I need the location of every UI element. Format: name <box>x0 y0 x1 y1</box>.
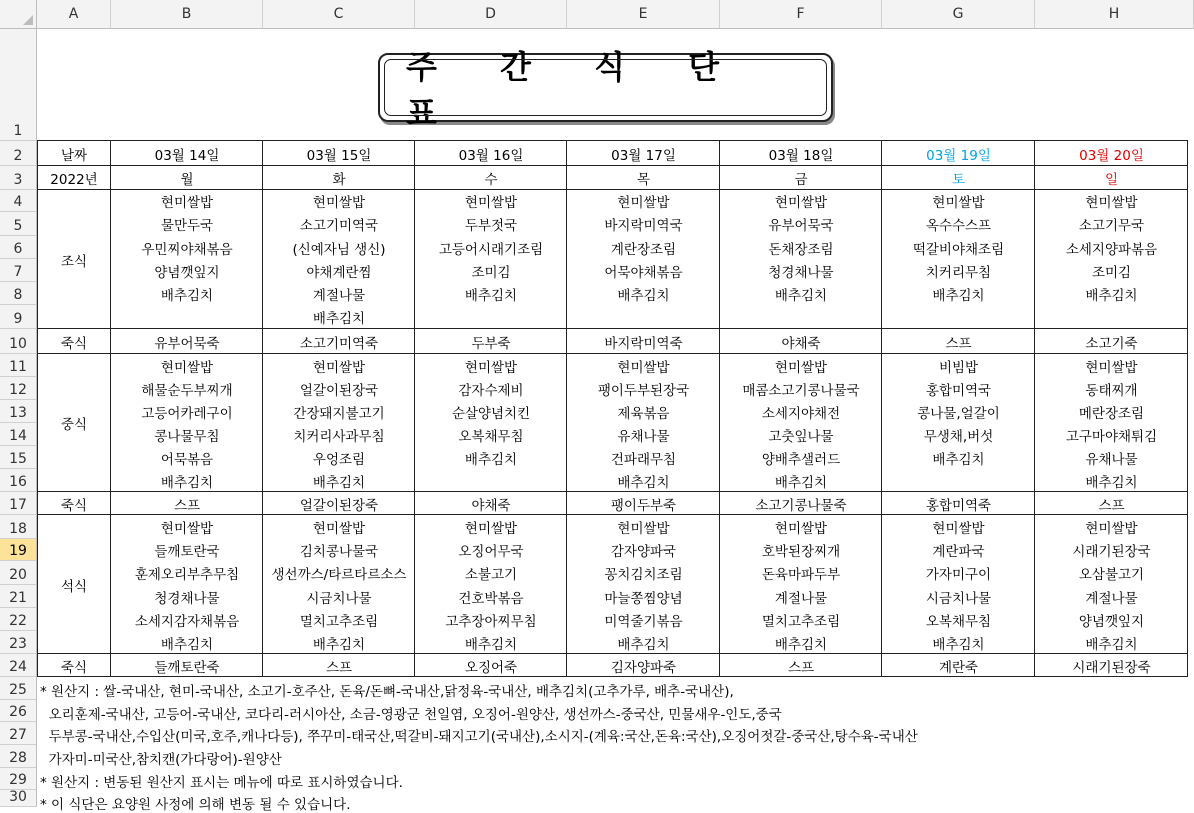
menu-item-cell[interactable]: 양배추샐러드 <box>761 451 841 468</box>
menu-item-cell[interactable]: 홍합미역국 <box>925 382 992 399</box>
menu-item-cell[interactable]: 돈채장조림 <box>768 241 834 258</box>
menu-item-cell[interactable]: 소불고기 <box>464 567 518 583</box>
menu-item-cell[interactable]: 소고기무국 <box>1078 218 1145 234</box>
menu-item-cell[interactable]: 배추김치 <box>617 474 670 491</box>
table-border <box>110 141 111 677</box>
origin-note: * 원산지 : 변동된 원산지 표시는 메뉴에 따로 표시하였습니다. <box>40 775 403 791</box>
menu-item-cell[interactable] <box>882 469 1035 492</box>
menu-item-cell[interactable]: 소세지감자채볶음 <box>134 613 240 630</box>
menu-item-cell[interactable]: 현미쌀밥 <box>464 521 518 537</box>
menu-item-cell[interactable]: 청경채나물 <box>154 590 220 607</box>
porridge-item-cell[interactable]: 두부죽 <box>471 335 511 352</box>
porridge-item-cell[interactable]: 시래기된장죽 <box>1072 659 1151 676</box>
row-header-2[interactable]: 2 <box>0 141 37 166</box>
porridge-item-cell[interactable]: 홍합미역죽 <box>925 497 992 514</box>
column-header-b[interactable]: B <box>111 0 263 29</box>
menu-item-cell[interactable]: 배추김치 <box>312 474 366 491</box>
table-border <box>37 189 1188 190</box>
weekday-cell[interactable]: 목 <box>636 172 651 188</box>
row-header-4[interactable]: 4 <box>0 190 37 212</box>
table-border <box>37 165 1188 166</box>
menu-item-cell[interactable]: 현미쌀밥 <box>1085 521 1138 537</box>
table-border <box>37 653 1188 654</box>
menu-item-cell[interactable]: 배추김치 <box>932 636 985 653</box>
column-header-g[interactable]: G <box>882 0 1035 29</box>
menu-item-cell[interactable]: 배추김치 <box>1085 474 1138 491</box>
date-cell[interactable]: 03월 17일 <box>611 147 676 164</box>
menu-item-cell[interactable]: 계란파국 <box>932 544 985 560</box>
row-header-25[interactable]: 25 <box>0 677 37 700</box>
porridge-item-cell[interactable]: 팽이두부죽 <box>610 497 677 514</box>
menu-item-cell[interactable]: 치커리무침 <box>925 264 992 281</box>
menu-item-cell[interactable]: 현미쌀밥 <box>774 521 828 537</box>
row-header-13[interactable]: 13 <box>0 400 37 423</box>
menu-item-cell[interactable]: 동태찌개 <box>1085 382 1138 399</box>
menu-item-cell[interactable]: 배추김치 <box>464 636 518 653</box>
column-header-f[interactable]: F <box>720 0 882 29</box>
porridge1-label-cell[interactable]: 죽식 <box>60 335 88 352</box>
menu-item-cell[interactable]: 배추김치 <box>464 451 518 468</box>
menu-item-cell[interactable]: 현미쌀밥 <box>932 521 985 537</box>
table-border <box>414 141 415 677</box>
porridge-item-cell[interactable]: 소고기콩나물죽 <box>755 497 847 514</box>
menu-item-cell[interactable]: 해물순두부찌개 <box>141 382 233 399</box>
menu-item-cell[interactable]: 제육볶음 <box>617 405 670 422</box>
menu-item-cell[interactable]: 계절나물 <box>312 287 366 304</box>
menu-item-cell[interactable]: 매콤소고기콩나물국 <box>742 382 860 399</box>
menu-item-cell[interactable]: 조미김 <box>471 264 511 281</box>
menu-item-cell[interactable]: 배추김치 <box>774 474 828 491</box>
menu-item-cell[interactable]: 계절나물 <box>774 590 828 607</box>
menu-item-cell[interactable]: 고춧잎나물 <box>768 428 834 445</box>
menu-item-cell[interactable]: 청경채나물 <box>768 264 834 281</box>
column-header-a[interactable]: A <box>37 0 111 29</box>
row-header-15[interactable]: 15 <box>0 446 37 469</box>
menu-item-cell[interactable]: 계란장조림 <box>610 241 677 258</box>
column-header-c[interactable]: C <box>263 0 415 29</box>
origin-note: * 원산지 : 쌀-국내산, 현미-국내산, 소고기-호주산, 돈육/돈뼈-국내산,닭정육-국내산, 배추김치(고추가루, 배추-국내산), <box>40 684 734 700</box>
menu-item-cell[interactable]: 오복채무침 <box>458 428 524 445</box>
row-header-17[interactable]: 17 <box>0 492 37 515</box>
menu-item-cell[interactable] <box>415 305 567 329</box>
year-label-cell[interactable]: 2022년 <box>50 172 98 188</box>
porridge-item-cell[interactable]: 소고기미역죽 <box>299 335 379 352</box>
table-border <box>1187 141 1188 677</box>
row-header-9[interactable]: 9 <box>0 305 37 329</box>
porridge-item-cell[interactable]: 스프 <box>1098 497 1125 514</box>
menu-item-cell[interactable]: 배추김치 <box>774 287 828 304</box>
origin-note: 오리훈제-국내산, 고등어-국내산, 코다리-러시아산, 소금-영광군 천일염, 오징어-원양산, 생선까스-중국산, 민물새우-인도,중국 <box>40 707 782 723</box>
menu-item-cell[interactable]: 돈육마파두부 <box>761 567 841 583</box>
menu-item-cell[interactable]: 야채계란찜 <box>306 264 372 281</box>
menu-item-cell[interactable]: 콩나물무침 <box>154 428 220 445</box>
table-border <box>37 491 1188 492</box>
menu-item-cell[interactable]: 멸치고추조림 <box>299 613 379 630</box>
table-border <box>37 140 1188 141</box>
menu-item-cell[interactable]: 현미쌀밥 <box>464 195 518 211</box>
porridge-item-cell[interactable]: 스프 <box>173 497 201 514</box>
menu-item-cell[interactable]: 배추김치 <box>160 287 214 304</box>
menu-item-cell[interactable]: 현미쌀밥 <box>312 195 366 211</box>
porridge-item-cell[interactable]: 계란죽 <box>938 659 979 676</box>
weekday-cell[interactable]: 화 <box>332 172 346 188</box>
date-cell[interactable]: 03월 18일 <box>768 147 834 164</box>
porridge3-label-cell[interactable]: 죽식 <box>60 659 88 676</box>
menu-item-cell[interactable]: 호박된장찌개 <box>761 544 841 560</box>
menu-item-cell[interactable]: 배추김치 <box>932 451 985 468</box>
menu-item-cell[interactable]: 치커리사과무침 <box>293 428 385 445</box>
menu-item-cell[interactable]: 고등어시래기조림 <box>438 241 544 258</box>
menu-item-cell[interactable]: 생선까스/타르타르소스 <box>271 567 407 583</box>
row-header-3[interactable]: 3 <box>0 166 37 190</box>
menu-item-cell[interactable]: 시금치나물 <box>925 590 992 607</box>
row-header-5[interactable]: 5 <box>0 212 37 236</box>
table-border <box>719 141 720 677</box>
date-cell[interactable]: 03월 15일 <box>306 147 372 164</box>
menu-item-cell[interactable]: 배추김치 <box>464 287 518 304</box>
menu-item-cell[interactable]: 유부어묵국 <box>768 218 834 234</box>
porridge-item-cell[interactable]: 야채죽 <box>471 497 511 514</box>
table-border <box>37 676 1188 677</box>
menu-item-cell[interactable]: 시금치나물 <box>306 590 372 607</box>
origin-note: * 이 식단은 요양원 사정에 의해 변동 될 수 있습니다. <box>40 797 351 813</box>
menu-item-cell[interactable]: 훈제오리부추무침 <box>134 567 240 583</box>
menu-item-cell[interactable]: 현미쌀밥 <box>1085 195 1138 211</box>
menu-item-cell[interactable]: 현미쌀밥 <box>160 359 214 376</box>
menu-item-cell[interactable]: 두부젓국 <box>464 218 518 234</box>
row-header-18[interactable]: 18 <box>0 515 37 539</box>
porridge-item-cell[interactable]: 스프 <box>945 335 972 352</box>
menu-item-cell[interactable]: 메란장조림 <box>1078 405 1145 422</box>
menu-item-cell[interactable]: 팽이두부된장국 <box>597 382 690 399</box>
menu-item-cell[interactable]: 김치콩나물국 <box>299 544 379 560</box>
menu-item-cell[interactable]: 소세지야채전 <box>761 405 841 422</box>
menu-item-cell[interactable] <box>567 305 720 329</box>
row-header-24[interactable]: 24 <box>0 654 37 677</box>
origin-note: 가자미-미국산,참치캔(가다랑어)-원양산 <box>40 752 282 768</box>
row-header-28[interactable]: 28 <box>0 745 37 768</box>
menu-item-cell[interactable]: 현미쌀밥 <box>464 359 518 376</box>
table-border <box>37 141 38 677</box>
menu-item-cell[interactable]: 현미쌀밥 <box>932 195 985 211</box>
menu-item-cell[interactable]: 양념깻잎지 <box>1078 613 1145 630</box>
weekday-cell[interactable]: 금 <box>794 172 808 188</box>
column-header-h[interactable]: H <box>1035 0 1194 29</box>
menu-item-cell[interactable]: 순살양념치킨 <box>451 405 531 422</box>
row-header-21[interactable]: 21 <box>0 585 37 608</box>
row-header-14[interactable]: 14 <box>0 423 37 446</box>
breakfast-label-cell[interactable]: 조식 <box>60 253 88 270</box>
menu-item-cell[interactable]: 배추김치 <box>774 636 828 653</box>
menu-item-cell[interactable]: 배추김치 <box>1085 287 1138 304</box>
porridge2-label-cell[interactable]: 죽식 <box>60 497 88 514</box>
row-header-19[interactable]: 19 <box>0 539 37 561</box>
menu-item-cell[interactable]: (신예자님 생신) <box>292 241 386 258</box>
menu-item-cell[interactable]: 물만두국 <box>160 218 214 234</box>
menu-item-cell[interactable]: 떡갈비야채조림 <box>912 241 1005 258</box>
menu-item-cell[interactable]: 현미쌀밥 <box>774 359 828 376</box>
porridge-item-cell[interactable]: 스프 <box>787 659 815 676</box>
menu-item-cell[interactable]: 소고기미역국 <box>299 218 379 234</box>
menu-item-cell[interactable]: 현미쌀밥 <box>617 359 670 376</box>
menu-item-cell[interactable]: 감자양파국 <box>610 544 677 560</box>
date-cell[interactable]: 03월 14일 <box>154 147 220 164</box>
menu-item-cell[interactable]: 현미쌀밥 <box>160 195 214 211</box>
menu-item-cell[interactable]: 오징어무국 <box>458 544 524 560</box>
menu-item-cell[interactable] <box>1035 305 1188 329</box>
row-header-1[interactable]: 1 <box>0 29 37 141</box>
menu-item-cell[interactable]: 간장돼지불고기 <box>293 405 385 422</box>
porridge-item-cell[interactable]: 소고기죽 <box>1085 335 1138 352</box>
menu-item-cell[interactable]: 무생채,버섯 <box>923 428 994 445</box>
porridge-item-cell[interactable]: 김자양파죽 <box>610 659 677 676</box>
menu-item-cell[interactable]: 꽁치김치조림 <box>604 567 683 583</box>
menu-item-cell[interactable]: 미역줄기볶음 <box>604 613 683 630</box>
menu-item-cell[interactable]: 바지락미역국 <box>604 218 683 234</box>
row-header-12[interactable]: 12 <box>0 377 37 400</box>
menu-item-cell[interactable]: 들깨토란국 <box>154 544 220 560</box>
menu-item-cell[interactable]: 건호박볶음 <box>458 590 524 607</box>
menu-item-cell[interactable]: 계절나물 <box>1085 590 1138 607</box>
table-border <box>566 141 567 677</box>
menu-item-cell[interactable] <box>111 305 263 329</box>
menu-item-cell[interactable]: 우엉조림 <box>312 451 366 468</box>
menu-item-cell[interactable]: 현미쌀밥 <box>1085 359 1138 376</box>
menu-item-cell[interactable]: 건파래무침 <box>610 451 677 468</box>
weekday-cell[interactable]: 토 <box>951 172 966 188</box>
menu-item-cell[interactable]: 배추김치 <box>312 311 366 327</box>
menu-item-cell[interactable]: 옥수수스프 <box>925 218 992 234</box>
porridge-item-cell[interactable]: 오징어죽 <box>464 659 518 676</box>
menu-item-cell[interactable] <box>415 469 567 492</box>
row-header-10[interactable]: 10 <box>0 329 37 354</box>
menu-item-cell[interactable]: 유채나물 <box>617 428 670 445</box>
menu-item-cell[interactable]: 배추김치 <box>1085 636 1138 653</box>
weekday-cell[interactable]: 일 <box>1104 172 1119 188</box>
menu-item-cell[interactable]: 배추김치 <box>932 287 985 304</box>
row-header-22[interactable]: 22 <box>0 608 37 631</box>
menu-item-cell[interactable]: 배추김치 <box>160 474 214 491</box>
table-border <box>262 141 263 677</box>
title-box <box>378 47 833 132</box>
weekday-cell[interactable]: 수 <box>484 172 498 188</box>
menu-item-cell[interactable]: 어묵볶음 <box>160 451 214 468</box>
row-header-27[interactable]: 27 <box>0 722 37 745</box>
menu-item-cell[interactable]: 어묵야채볶음 <box>604 264 683 281</box>
table-border <box>37 514 1188 515</box>
menu-item-cell[interactable]: 조미김 <box>1091 264 1132 281</box>
date-cell[interactable]: 03월 20일 <box>1079 147 1144 164</box>
menu-item-cell[interactable]: 배추김치 <box>617 636 670 653</box>
select-all-corner[interactable] <box>0 0 37 29</box>
menu-item-cell[interactable] <box>882 305 1035 329</box>
menu-item-cell[interactable]: 우민찌야채볶음 <box>141 241 233 258</box>
porridge-item-cell[interactable]: 들깨토란죽 <box>154 659 220 676</box>
menu-item-cell[interactable]: 오복채무침 <box>925 613 992 630</box>
row-header-23[interactable]: 23 <box>0 631 37 654</box>
menu-item-cell[interactable]: 배추김치 <box>617 287 670 304</box>
menu-item-cell[interactable]: 감자수제비 <box>458 382 524 399</box>
menu-item-cell[interactable]: 고추장아찌무침 <box>445 613 537 630</box>
row-header-29[interactable]: 29 <box>0 768 37 790</box>
porridge-item-cell[interactable]: 바지락미역죽 <box>604 335 683 352</box>
menu-item-cell[interactable]: 양념깻잎지 <box>154 264 220 281</box>
menu-item-cell[interactable]: 배추김치 <box>312 636 366 653</box>
menu-item-cell[interactable]: 가자미구이 <box>925 567 992 583</box>
row-header-26[interactable]: 26 <box>0 700 37 722</box>
menu-item-cell[interactable]: 배추김치 <box>160 636 214 653</box>
table-border <box>881 141 882 677</box>
menu-item-cell[interactable]: 현미쌀밥 <box>617 195 670 211</box>
column-header-d[interactable]: D <box>415 0 567 29</box>
porridge-item-cell[interactable]: 얼갈이된장죽 <box>299 497 379 514</box>
menu-item-cell[interactable]: 고등어카레구이 <box>141 405 233 422</box>
menu-item-cell[interactable]: 얼갈이된장국 <box>299 382 379 399</box>
menu-item-cell[interactable]: 비빔밥 <box>938 359 979 376</box>
menu-item-cell[interactable]: 콩나물,얼갈이 <box>917 405 1000 422</box>
menu-item-cell[interactable]: 현미쌀밥 <box>160 521 214 537</box>
menu-item-cell[interactable]: 마늘쫑찜양념 <box>604 590 683 607</box>
row-header-20[interactable]: 20 <box>0 561 37 585</box>
row-header-11[interactable]: 11 <box>0 354 37 377</box>
menu-item-cell[interactable]: 멸치고추조림 <box>761 613 841 630</box>
menu-item-cell[interactable]: 유채나물 <box>1085 451 1138 468</box>
menu-item-cell[interactable]: 시래기된장국 <box>1072 544 1151 560</box>
row-header-30[interactable]: 30 <box>0 790 37 807</box>
menu-item-cell[interactable]: 현미쌀밥 <box>312 359 366 376</box>
column-header-e[interactable]: E <box>567 0 720 29</box>
date-cell[interactable]: 03월 16일 <box>458 147 524 164</box>
table-border <box>37 353 1188 354</box>
row-header-7[interactable]: 7 <box>0 259 37 282</box>
dinner-label-cell[interactable]: 석식 <box>60 578 88 595</box>
lunch-label-cell[interactable]: 중식 <box>60 417 88 433</box>
menu-item-cell[interactable] <box>720 305 882 329</box>
origin-note: 두부콩-국내산,수입산(미국,호주,캐나다등), 쭈꾸미-태국산,떡갈비-돼지고기(국내산),소시지-(계육:국산,돈육:국산),오징어젓갈-중국산,탕수육-국내산 <box>40 729 918 745</box>
menu-item-cell[interactable]: 고구마야채튀김 <box>1065 428 1158 445</box>
menu-item-cell[interactable]: 소세지양파볶음 <box>1065 241 1158 258</box>
table-border <box>1034 141 1035 677</box>
date-label-cell[interactable]: 날짜 <box>60 147 88 164</box>
table-border <box>37 328 1188 329</box>
porridge-item-cell[interactable]: 야채죽 <box>781 335 821 352</box>
menu-item-cell[interactable]: 오삼불고기 <box>1078 567 1145 583</box>
page-title: 주 간 식 단 표 <box>406 47 746 132</box>
porridge-item-cell[interactable]: 유부어묵죽 <box>154 335 220 352</box>
porridge-item-cell[interactable]: 스프 <box>325 659 353 676</box>
date-cell[interactable]: 03월 19일 <box>926 147 991 164</box>
row-header-6[interactable]: 6 <box>0 236 37 259</box>
menu-item-cell[interactable]: 현미쌀밥 <box>774 195 828 211</box>
row-header-16[interactable]: 16 <box>0 469 37 492</box>
menu-item-cell[interactable]: 현미쌀밥 <box>617 521 670 537</box>
menu-item-cell[interactable]: 현미쌀밥 <box>312 521 366 537</box>
weekday-cell[interactable]: 월 <box>180 172 194 188</box>
row-header-8[interactable]: 8 <box>0 282 37 305</box>
